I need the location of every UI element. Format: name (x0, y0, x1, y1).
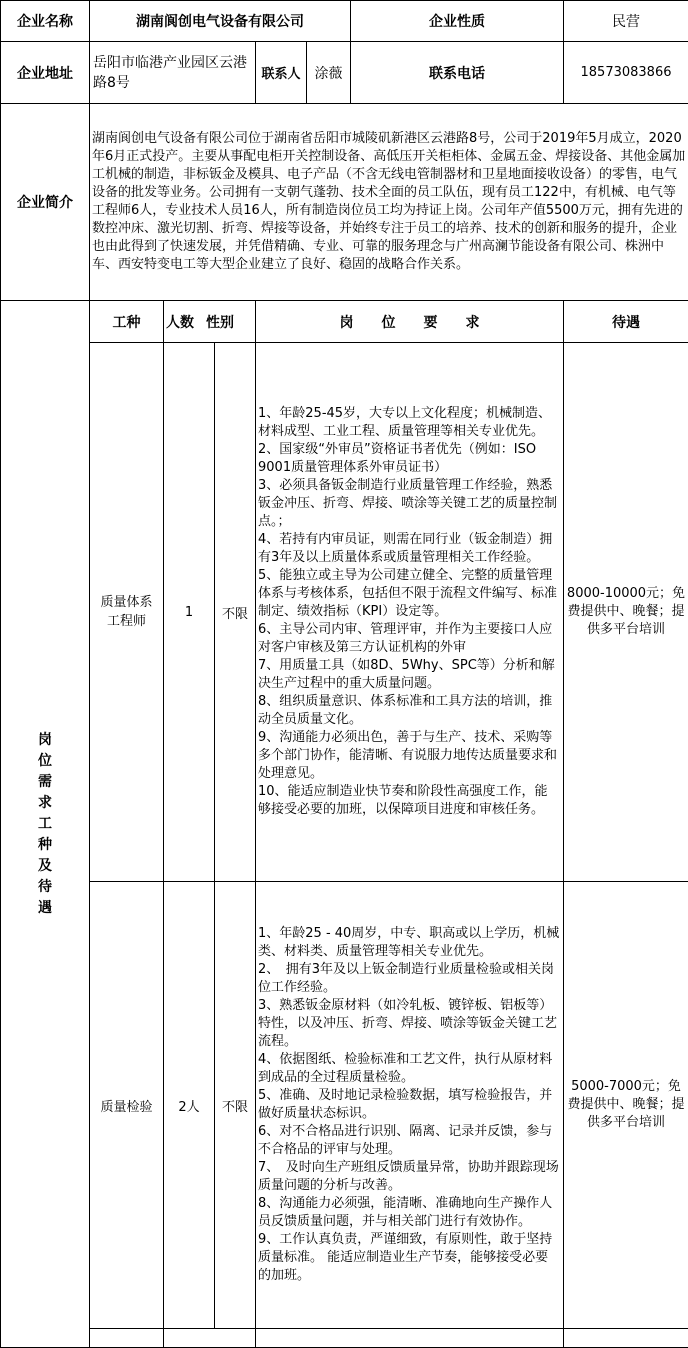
job-count: 1 (164, 343, 215, 881)
job-count-gender-cell (164, 343, 256, 882)
contact-person-label: 联系人 (256, 42, 307, 104)
header-count-gender (164, 301, 256, 343)
job-type: 质量体系工程师 (90, 343, 164, 882)
requirement-item: 4、若持有内审员证，则需在同行业（钣金制造）拥有3年及以上质量体系或质量管理相关工作经验。 (258, 531, 560, 567)
company-intro-text: 湖南阆创电气设备有限公司位于湖南省岳阳市城陵矶新港区云港路8号，公司于2019年5月成立，2020年6月正式投产。主要从事配电柜开关控制设备、高低压开关柜柜体、金属五金、焊接设备、其他金属加工机械的制造，非标钣金及模具、电子产品（不含无线电管制器材和卫星地面接收设备）的零售，电气设备的批发等业务。公司拥有一支朝气蓬勃、技术全面的员工队伍，现有员工122中，有机械、电气等工程师6人，专业技术人员16人，所有制造岗位员工均为持证上岗。公司年产值5500万元，拥有先进的数控冲床、激光切割、折弯、焊接等设备，并始终专注于员工的培养、技术的创新和服务的提升，企业也由此得到了快速发展，并凭借精确、专业、可靠的服务理念与广州高澜节能设备有限公司、株洲中车、西安特变电工等大型企业建立了良好、稳固的战略合作关系。 (90, 104, 688, 301)
job-requirements-list (258, 405, 560, 819)
job-row (1, 343, 688, 882)
job-requirements (256, 343, 564, 882)
company-nature-label: 企业性质 (351, 1, 564, 42)
company-name-value: 湖南阆创电气设备有限公司 (90, 1, 351, 42)
header-pay: 待遇 (564, 301, 688, 343)
job-row (1, 882, 688, 1329)
empty-row (1, 1329, 688, 1348)
job-requirements (256, 882, 564, 1329)
requirement-item: 1、年龄25 - 40周岁，中专、职高或以上学历，机械类、材料类、质量管理等相关专业优先。 (258, 925, 560, 961)
header-count: 人数 (166, 315, 194, 331)
company-address-value: 岳阳市临港产业园区云港路8号 (90, 42, 256, 104)
requirement-item: 2、国家级“外审员”资格证书者优先（例如：ISO 9001质量管理体系外审员证书） (258, 441, 560, 477)
contact-person-value: 涂薇 (307, 42, 351, 104)
requirement-item: 10、能适应制造业快节奏和阶段性高强度工作，能够接受必要的加班，以保障项目进度和审核任务。 (258, 783, 560, 819)
requirement-item: 8、沟通能力必须强，能清晰、准确地向生产操作人员反馈质量问题，并与相关部门进行有效协作。 (258, 1195, 560, 1231)
requirement-item: 5、准确、及时地记录检验数据，填写检验报告，并做好质量状态标识。 (258, 1087, 560, 1123)
requirement-item: 1、年龄25-45岁，大专以上文化程度；机械制造、材料成型、工业工程、质量管理等相关专业优先。 (258, 405, 560, 441)
company-nature-value: 民营 (564, 1, 688, 42)
header-requirements: 岗 位 要 求 (256, 301, 564, 343)
company-address-label: 企业地址 (1, 42, 90, 104)
company-name-row (1, 1, 688, 42)
requirement-item: 3、必须具备钣金制造行业质量管理工作经验，熟悉钣金冲压、折弯、焊接、喷涂等关键工艺的质量控制点。； (258, 477, 560, 531)
job-gender: 不限 (215, 343, 255, 881)
company-intro-row (1, 104, 688, 301)
job-gender: 不限 (215, 882, 255, 1328)
requirement-item: 6、主导公司内审、管理评审，并作为主要接口人应对客户审核及第三方认证机构的外审 (258, 621, 560, 657)
contact-phone-value: 18573083866 (564, 42, 688, 104)
jobs-section-label (1, 301, 90, 1348)
header-gender: 性别 (206, 315, 234, 331)
company-name-label: 企业名称 (1, 1, 90, 42)
job-pay: 5000-7000元；免费提供中、晚餐；提供多平台培训 (564, 882, 688, 1329)
job-count-gender-cell (164, 882, 256, 1329)
jobs-section-label-char: 及 (1, 856, 89, 877)
company-address-row (1, 42, 688, 104)
requirement-item: 7、用质量工具（如8D、5Why、SPC等）分析和解决生产过程中的重大质量问题。 (258, 657, 560, 693)
requirement-item: 9、沟通能力必须出色，善于与生产、技术、采购等多个部门协作，能清晰、有说服力地传达质量要求和处理意见。 (258, 729, 560, 783)
jobs-section-label-char: 求 (1, 793, 89, 814)
requirement-item: 8、组织质量意识、体系标准和工具方法的培训，推动全员质量文化。 (258, 693, 560, 729)
requirement-item: 5、能独立或主导为公司建立健全、完整的质量管理体系与考核体系，包括但不限于流程文件编写、标准制定、绩效指标（KPI）设定等。 (258, 567, 560, 621)
requirement-item: 9、工作认真负责，严谨细致，有原则性，敢于坚持质量标准。 能适应制造业生产节奏，能够接受必要的加班。 (258, 1231, 560, 1285)
jobs-section-label-char: 遇 (1, 898, 89, 919)
header-job-type: 工种 (90, 301, 164, 343)
jobs-section-label-char: 待 (1, 877, 89, 898)
jobs-header-row (1, 301, 688, 343)
requirement-item: 7、 及时向生产班组反馈质量异常，协助并跟踪现场质量问题的分析与改善。 (258, 1159, 560, 1195)
contact-phone-label: 联系电话 (351, 42, 564, 104)
jobs-section-label-char: 位 (1, 751, 89, 772)
jobs-section-label-text (1, 730, 89, 919)
job-requirements-list (258, 925, 560, 1285)
jobs-section-label-char: 需 (1, 772, 89, 793)
job-type: 质量检验 (90, 882, 164, 1329)
job-pay: 8000-10000元；免费提供中、晚餐；提供多平台培训 (564, 343, 688, 882)
requirement-item: 3、熟悉钣金原材料（如冷轧板、镀锌板、铝板等）特性，以及冲压、折弯、焊接、喷涂等钣金关键工艺流程。 (258, 997, 560, 1051)
jobs-section-label-char: 种 (1, 835, 89, 856)
requirement-item: 2、 拥有3年及以上钣金制造行业质量检验或相关岗位工作经验。 (258, 961, 560, 997)
requirement-item: 6、对不合格品进行识别、隔离、记录并反馈，参与不合格品的评审与处理。 (258, 1123, 560, 1159)
company-intro-label: 企业简介 (1, 104, 90, 301)
jobs-section-label-char: 工 (1, 814, 89, 835)
jobs-section-label-char: 岗 (1, 730, 89, 751)
requirement-item: 4、依据图纸、检验标准和工艺文件，执行从原材料到成品的全过程质量检验。 (258, 1051, 560, 1087)
job-count: 2人 (164, 882, 215, 1328)
